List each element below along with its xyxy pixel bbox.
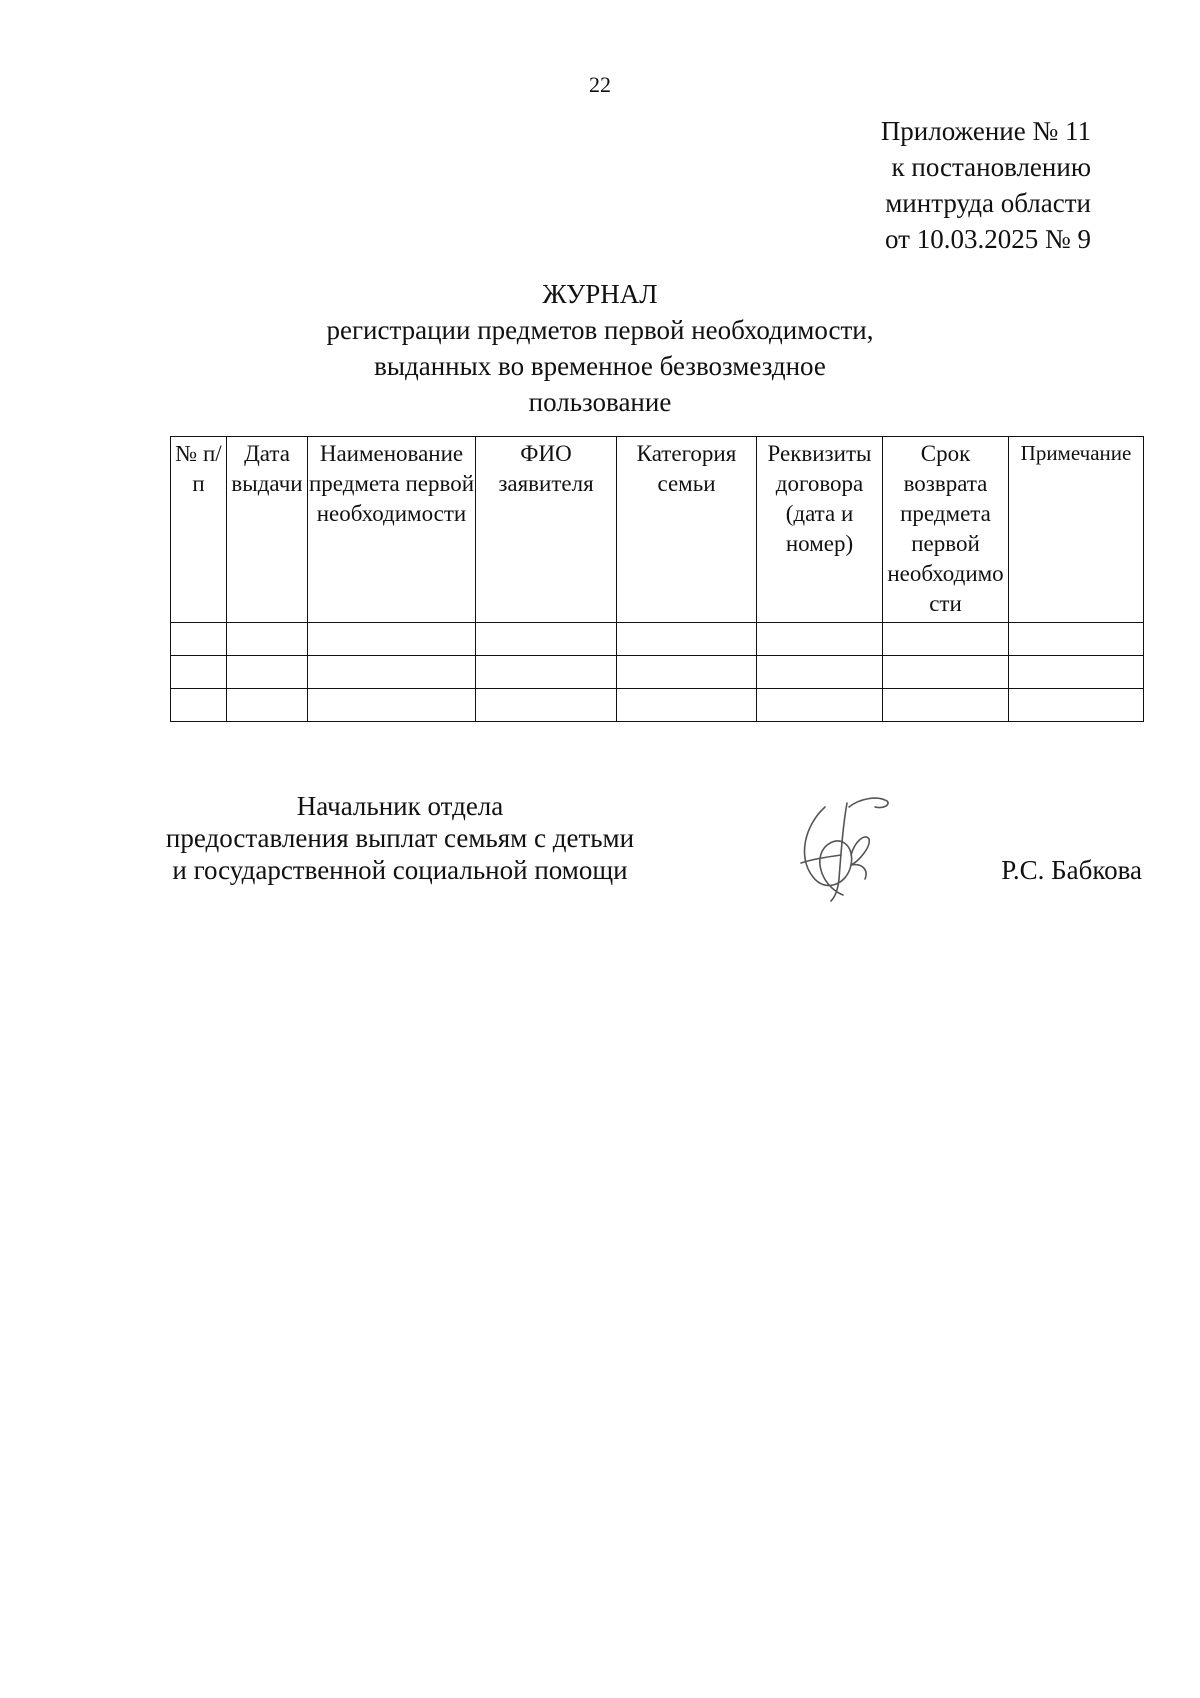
table-cell bbox=[883, 623, 1009, 656]
table-cell bbox=[617, 656, 757, 689]
table-cell bbox=[883, 689, 1009, 722]
column-header-family-category: Категория семьи bbox=[617, 437, 757, 623]
document-title bbox=[0, 276, 1200, 420]
table-cell bbox=[171, 656, 227, 689]
column-header-return-deadline: Срок возврата предмета первой необходимости bbox=[883, 437, 1009, 623]
position-line: и государственной социальной помощи bbox=[172, 855, 628, 885]
table-cell bbox=[171, 689, 227, 722]
column-header-contract-details: Реквизиты договора (дата и номер) bbox=[757, 437, 883, 623]
appendix-line: Приложение № 11 bbox=[880, 116, 1091, 146]
table-cell bbox=[1009, 656, 1144, 689]
journal-table bbox=[170, 436, 1144, 722]
handwritten-signature bbox=[795, 795, 905, 905]
table-cell bbox=[308, 623, 476, 656]
table-cell bbox=[476, 656, 617, 689]
table-header-row bbox=[171, 437, 1144, 623]
title-subtitle-line: выданных во временное безвозмездное bbox=[374, 351, 826, 381]
table-cell bbox=[308, 689, 476, 722]
page-number: 22 bbox=[589, 72, 611, 97]
column-header-note: Примечание bbox=[1009, 437, 1144, 623]
title-heading: ЖУРНАЛ bbox=[542, 279, 658, 309]
appendix-reference bbox=[700, 113, 1091, 257]
table-cell bbox=[476, 689, 617, 722]
table-row bbox=[171, 689, 1144, 722]
table-cell bbox=[757, 623, 883, 656]
table-row bbox=[171, 623, 1144, 656]
table-cell bbox=[227, 689, 308, 722]
table-cell bbox=[171, 623, 227, 656]
table-cell bbox=[617, 689, 757, 722]
table-cell bbox=[227, 623, 308, 656]
table-cell bbox=[757, 656, 883, 689]
table-cell bbox=[308, 656, 476, 689]
signatory-position bbox=[150, 790, 650, 886]
column-header-applicant-name: ФИО заявителя bbox=[476, 437, 617, 623]
appendix-line: минтруда области bbox=[885, 188, 1091, 218]
signatory-name: Р.С. Бабкова bbox=[1001, 855, 1142, 885]
title-subtitle-line: регистрации предметов первой необходимости, bbox=[326, 315, 874, 345]
table-row bbox=[171, 656, 1144, 689]
table-cell bbox=[883, 656, 1009, 689]
position-line: Начальник отдела bbox=[296, 791, 504, 821]
column-header-item-name: Наименование предмета первой необходимости bbox=[308, 437, 476, 623]
appendix-line: к постановлению bbox=[891, 152, 1091, 182]
column-header-number: № п/п bbox=[171, 437, 227, 623]
table-cell bbox=[1009, 689, 1144, 722]
table-cell bbox=[757, 689, 883, 722]
table-cell bbox=[617, 623, 757, 656]
table-cell bbox=[476, 623, 617, 656]
table-cell bbox=[1009, 623, 1144, 656]
appendix-line: от 10.03.2025 № 9 bbox=[885, 224, 1091, 254]
column-header-issue-date: Дата выдачи bbox=[227, 437, 308, 623]
position-line: предоставления выплат семьям с детьми bbox=[165, 823, 635, 853]
title-subtitle-line: пользование bbox=[528, 387, 672, 417]
table-cell bbox=[227, 656, 308, 689]
